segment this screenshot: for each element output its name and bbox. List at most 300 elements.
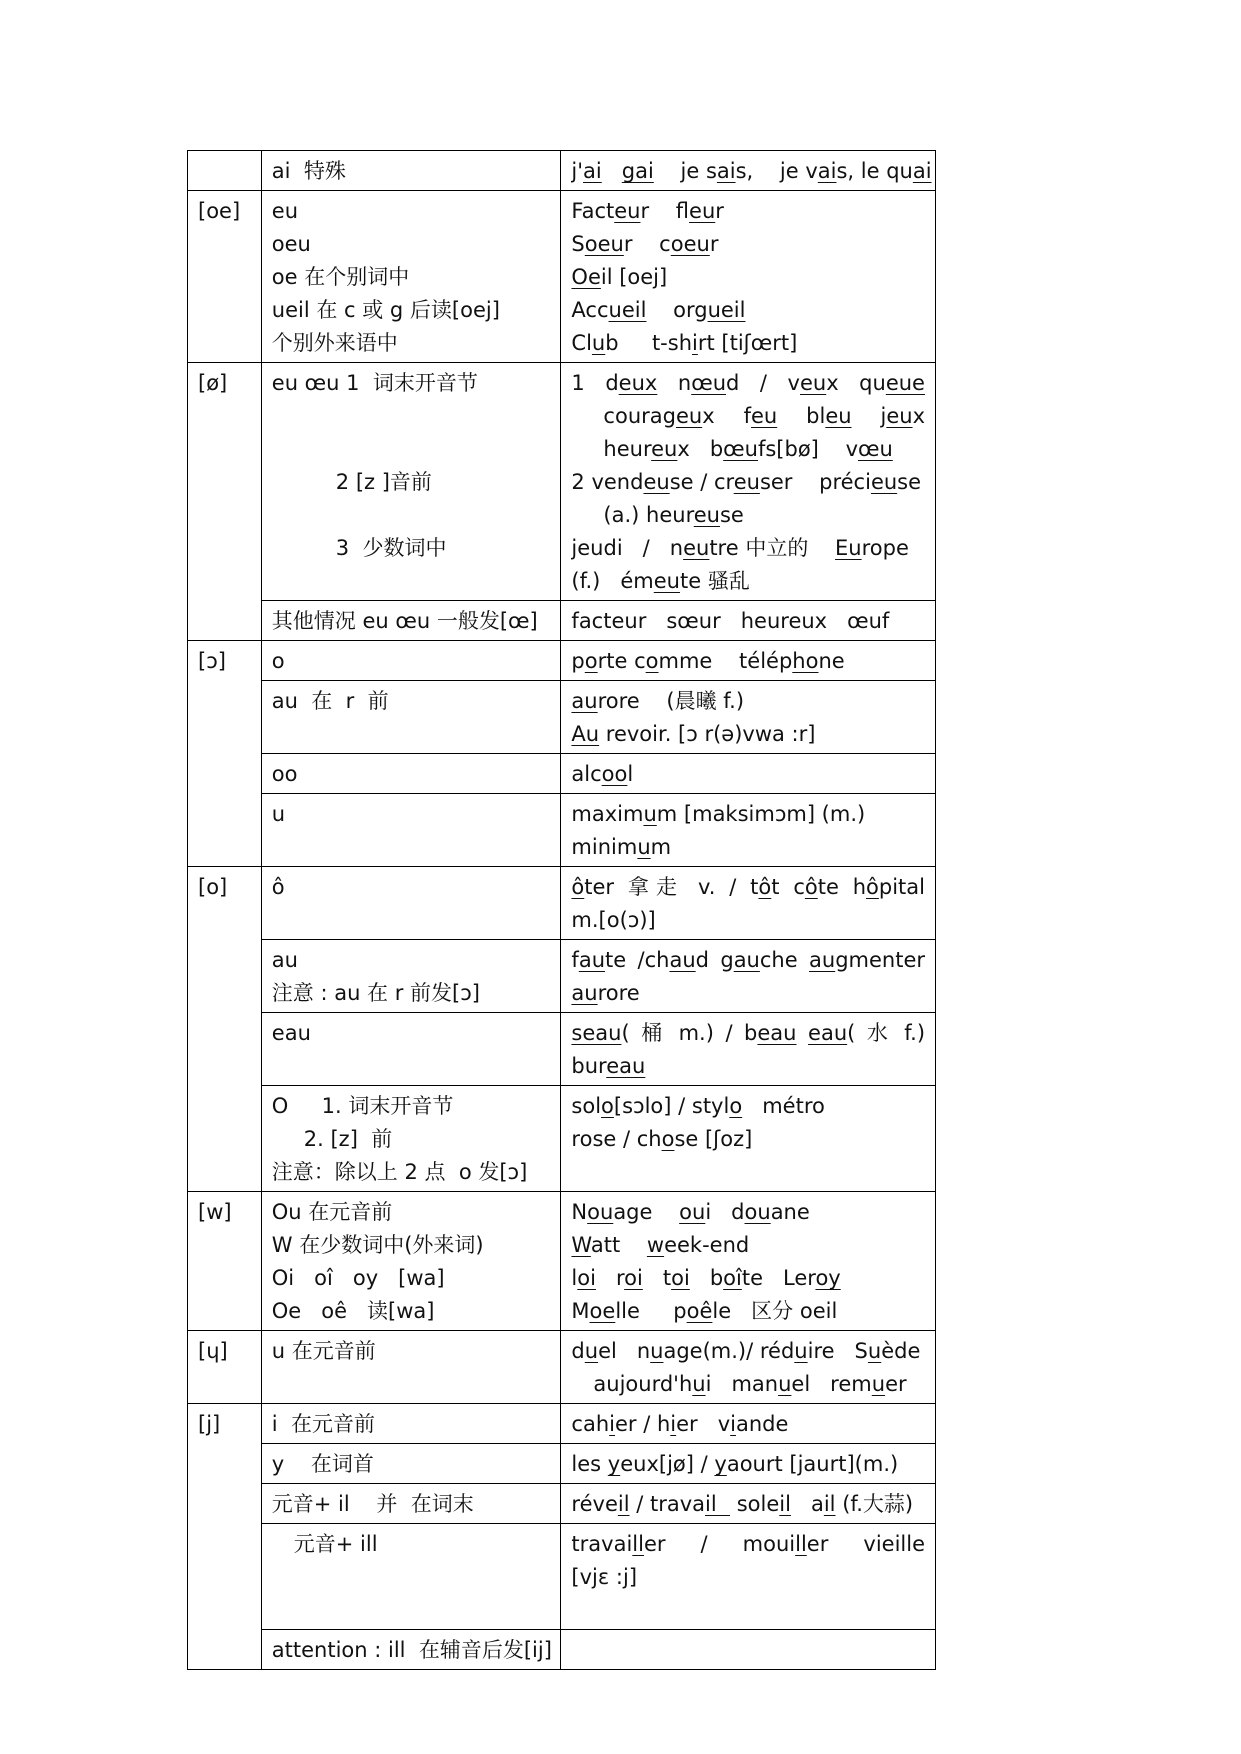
- example-words-cell: [561, 940, 936, 1013]
- underlined-letters: i: [670, 1412, 677, 1436]
- underlined-letters: au: [571, 689, 598, 713]
- underlined-letters: eue: [885, 371, 925, 395]
- underlined-letters: gai: [621, 159, 654, 183]
- example-words-cell: [561, 363, 936, 601]
- spelling-rule-cell: [261, 867, 561, 940]
- underlined-letters: au: [571, 981, 598, 1005]
- spelling-rule-line: [272, 433, 551, 466]
- example-text: p: [571, 649, 585, 673]
- spelling-rule-line: ueil 在 c 或 g 后读[oej]: [271, 298, 500, 322]
- example-line: [571, 1017, 925, 1050]
- example-text: Fact: [571, 199, 615, 223]
- spelling-rule-line: au 在 r 前: [271, 689, 389, 713]
- example-text: ser préci: [759, 470, 871, 494]
- spelling-rule-line: o: [271, 649, 285, 673]
- example-text: aujourd'h: [593, 1372, 693, 1396]
- spelling-rule-line: eau: [271, 1021, 311, 1045]
- table-row: [188, 1086, 936, 1192]
- example-line: [571, 1090, 925, 1123]
- underlined-letters: i: [730, 1412, 736, 1436]
- example-text: (f.) ém: [571, 569, 654, 593]
- spelling-rule-line: [272, 1050, 551, 1083]
- example-text: Cl: [571, 331, 592, 355]
- underlined-letters: i: [692, 331, 698, 355]
- underlined-letters: Oe: [571, 265, 601, 289]
- underlined-letters: eu: [886, 404, 913, 428]
- underlined-letters: o: [584, 649, 598, 673]
- spelling-rule-line: oo: [271, 762, 298, 786]
- spelling-rule-line: ô: [271, 875, 285, 899]
- spelling-rule-cell: [261, 1630, 561, 1670]
- table-row: [188, 1524, 936, 1630]
- underlined-letters: eu: [643, 470, 670, 494]
- underlined-letters: oê: [686, 1299, 713, 1323]
- table-row: [188, 191, 936, 363]
- example-text: age: [613, 1200, 680, 1224]
- example-words-cell: [561, 1484, 936, 1524]
- spelling-rule-cell: [261, 940, 561, 1013]
- phonetics-table-body: [188, 151, 936, 1670]
- underlined-letters: eu: [614, 199, 641, 223]
- underlined-letters: u: [591, 331, 606, 355]
- example-text: eek-end: [664, 1233, 750, 1257]
- example-text: métro: [742, 1094, 825, 1118]
- spelling-rule-line: oeu: [271, 232, 311, 256]
- example-words-cell: [561, 641, 936, 681]
- underlined-letters: u: [650, 1339, 664, 1363]
- example-text: r: [709, 232, 719, 256]
- example-text: N: [571, 1200, 588, 1224]
- example-text: le 区分 oeil: [712, 1299, 838, 1323]
- example-text: je s: [653, 159, 717, 183]
- underlined-letters: eu: [799, 371, 827, 395]
- underlined-letters: y: [714, 1452, 727, 1476]
- example-text: ande: [736, 1412, 789, 1436]
- example-line: [571, 228, 925, 261]
- table-row: [188, 1192, 936, 1331]
- example-line: [571, 433, 925, 466]
- example-words-cell: [561, 1331, 936, 1404]
- phoneme-cell: [188, 1404, 262, 1670]
- phoneme-cell: [188, 1192, 262, 1331]
- example-text: j': [571, 159, 584, 183]
- underlined-letters: oo: [601, 762, 628, 786]
- phoneme-symbol: [ɥ]: [198, 1339, 228, 1363]
- spelling-rule-line: 注意：除以上 2 点 o 发[ɔ]: [271, 1160, 528, 1184]
- spelling-rule-line: [272, 400, 551, 433]
- example-line: [571, 1229, 925, 1262]
- spelling-rule-line: [272, 1561, 551, 1594]
- example-text: s, je v: [735, 159, 818, 183]
- example-text: ( 水 f.): [847, 1021, 926, 1045]
- example-line: [571, 645, 925, 678]
- example-text: maxim: [571, 802, 644, 826]
- example-text: rore: [597, 981, 640, 1005]
- example-text: gmenter: [835, 948, 926, 972]
- table-row: [188, 151, 936, 191]
- spelling-rule-cell: [261, 794, 561, 867]
- underlined-letters: o: [601, 1094, 614, 1118]
- underlined-letters: ô: [804, 875, 818, 899]
- underlined-letters: i: [609, 1412, 615, 1436]
- example-text: les: [571, 1452, 608, 1476]
- underlined-letters: u: [637, 835, 651, 859]
- spelling-rule-line: au: [271, 948, 298, 972]
- underlined-letters: w: [646, 1233, 665, 1257]
- example-text: travai: [571, 1532, 633, 1556]
- example-line: [571, 1488, 925, 1521]
- example-line: [571, 1262, 925, 1295]
- phoneme-cell: [188, 151, 262, 191]
- underlined-letters: eu: [689, 199, 716, 223]
- spelling-rule-line: u: [271, 802, 286, 826]
- example-text: réve: [571, 1492, 618, 1516]
- example-line: [571, 977, 925, 1010]
- spelling-rule-line: y 在词首: [271, 1452, 374, 1476]
- underlined-letters: au: [669, 948, 696, 972]
- example-text: age(m.)/ réd: [663, 1339, 795, 1363]
- example-text: el n: [598, 1339, 651, 1363]
- example-text: att: [590, 1233, 647, 1257]
- example-text: n: [657, 371, 692, 395]
- example-text: te h: [817, 875, 867, 899]
- example-line: [571, 685, 925, 718]
- example-line: [571, 1050, 925, 1083]
- table-row: [188, 867, 936, 940]
- underlined-letters: eau: [808, 1021, 848, 1045]
- example-text: er / moui: [643, 1532, 796, 1556]
- spelling-rule-line: ai 特殊: [271, 159, 346, 183]
- phoneme-symbol: [ɔ]: [198, 649, 226, 673]
- example-text: cah: [571, 1412, 610, 1436]
- example-text: te /ch: [605, 948, 670, 972]
- underlined-letters: u: [778, 1372, 792, 1396]
- example-text: bur: [571, 1054, 607, 1078]
- example-text: x f: [702, 404, 751, 428]
- example-line: [571, 1196, 925, 1229]
- table-row: [188, 940, 936, 1013]
- underlined-letters: eu: [750, 404, 778, 428]
- example-line: [571, 294, 925, 327]
- example-words-cell: [561, 151, 936, 191]
- example-words-cell: [561, 1444, 936, 1484]
- example-text: se [ʃoz]: [674, 1127, 753, 1151]
- underlined-letters: u: [794, 1339, 808, 1363]
- underlined-letters: œu: [691, 371, 727, 395]
- example-text: a: [790, 1492, 824, 1516]
- underlined-letters: u: [867, 1339, 882, 1363]
- underlined-letters: eu: [651, 437, 678, 461]
- example-text: che: [759, 948, 810, 972]
- underlined-letters: ou: [744, 1200, 771, 1224]
- phoneme-cell: [188, 1331, 262, 1404]
- spelling-rule-cell: [261, 1192, 561, 1331]
- example-text: i d: [705, 1200, 745, 1224]
- spelling-rule-line: Oi oî oy [wa]: [271, 1266, 445, 1290]
- spelling-rule-line: Oe oê 读[wa]: [271, 1299, 435, 1323]
- phoneme-symbol: [o]: [198, 875, 228, 899]
- example-line: [571, 1528, 925, 1561]
- spelling-rule-line: 2 [z ]音前: [335, 470, 432, 494]
- spelling-rule-line: u 在元音前: [271, 1339, 376, 1363]
- example-text: te Ler: [741, 1266, 816, 1290]
- example-text: f: [571, 948, 579, 972]
- underlined-letters: o: [729, 1094, 743, 1118]
- example-text: x b: [677, 437, 724, 461]
- underlined-letters: Au: [571, 722, 600, 746]
- underlined-letters: o: [661, 1127, 675, 1151]
- example-text: eux[jø] /: [620, 1452, 715, 1476]
- example-words-cell: [561, 1524, 936, 1630]
- example-text: mme télép: [658, 649, 793, 673]
- example-words-cell: [561, 1630, 936, 1670]
- example-line: [571, 1295, 925, 1328]
- underlined-letters: il: [705, 1492, 731, 1516]
- spelling-rule-cell: [261, 363, 561, 601]
- example-words-cell: [561, 754, 936, 794]
- phoneme-symbol: [ø]: [198, 371, 228, 395]
- spelling-rule-cell: [261, 1404, 561, 1444]
- table-row: [188, 641, 936, 681]
- example-text: [602, 159, 622, 183]
- example-text: x qu: [826, 371, 886, 395]
- example-words-cell: [561, 681, 936, 754]
- example-words-cell: [561, 867, 936, 940]
- underlined-letters: u: [871, 1372, 886, 1396]
- example-text: se: [897, 470, 922, 494]
- underlined-letters: eau: [606, 1054, 646, 1078]
- underlined-letters: ô: [758, 875, 772, 899]
- example-text: d: [571, 1339, 585, 1363]
- example-text: tre 中立的: [709, 536, 836, 560]
- example-text: m [maksimɔm] (m.): [656, 802, 866, 826]
- underlined-letters: œu: [723, 437, 758, 461]
- example-words-cell: [561, 1013, 936, 1086]
- table-row: [188, 794, 936, 867]
- example-text: te 骚乱: [680, 569, 750, 593]
- spelling-rule-cell: [261, 681, 561, 754]
- spelling-rule-line: [272, 499, 551, 532]
- example-text: r c: [623, 232, 671, 256]
- example-line: [571, 1594, 925, 1627]
- underlined-letters: u: [584, 1339, 599, 1363]
- example-text: ne: [818, 649, 845, 673]
- spelling-rule-cell: [261, 1013, 561, 1086]
- example-text: sole: [730, 1492, 780, 1516]
- underlined-letters: eu: [683, 536, 710, 560]
- example-text: er / h: [615, 1412, 671, 1436]
- example-text: se: [719, 503, 744, 527]
- example-text: ( 桶 m.) / b: [621, 1021, 758, 1045]
- underlined-letters: W: [571, 1233, 591, 1257]
- underlined-letters: u: [643, 802, 657, 826]
- spelling-rule-cell: [261, 641, 561, 681]
- example-line: [571, 195, 925, 228]
- example-line: [571, 1335, 925, 1368]
- underlined-letters: ho: [792, 649, 819, 673]
- example-text: (a.) heur: [603, 503, 694, 527]
- example-text: l: [627, 762, 634, 786]
- table-row: [188, 1630, 936, 1670]
- underlined-letters: seau: [571, 1021, 622, 1045]
- underlined-letters: eu: [870, 470, 898, 494]
- table-row: [188, 754, 936, 794]
- underlined-letters: au: [809, 948, 836, 972]
- underlined-letters: y: [607, 1452, 621, 1476]
- example-text: t: [642, 1266, 672, 1290]
- spelling-rule-line: 注意 : au 在 r 前发[ɔ]: [271, 981, 480, 1005]
- underlined-letters: eux: [618, 371, 658, 395]
- spelling-rule-line: O 1. 词末开音节: [271, 1094, 454, 1118]
- example-text: er vieille: [806, 1532, 925, 1556]
- underlined-letters: eu: [693, 503, 720, 527]
- spelling-rule-line: eu: [271, 199, 299, 223]
- spelling-rule-line: [272, 1368, 551, 1401]
- underlined-letters: u: [692, 1372, 706, 1396]
- example-text: facteur sœur heureux œuf: [571, 609, 890, 633]
- example-text: [vjɛ :j]: [571, 1565, 638, 1589]
- example-text: rt [tiʃœrt]: [697, 331, 798, 355]
- underlined-letters: il: [779, 1492, 791, 1516]
- example-text: ède: [881, 1339, 921, 1363]
- underlined-letters: au: [733, 948, 760, 972]
- example-text: lle p: [615, 1299, 687, 1323]
- underlined-letters: ai: [716, 159, 736, 183]
- underlined-letters: eau: [757, 1021, 797, 1045]
- underlined-letters: ô: [571, 875, 585, 899]
- example-text: t c: [771, 875, 805, 899]
- spelling-rule-cell: [261, 1484, 561, 1524]
- example-line: [571, 605, 925, 638]
- example-text: [sɔlo] / styl: [613, 1094, 730, 1118]
- example-text: ter 拿走 v. / t: [584, 875, 759, 899]
- example-line: [571, 261, 925, 294]
- example-words-cell: [561, 191, 936, 363]
- example-line: [571, 944, 925, 977]
- underlined-letters: ou: [679, 1200, 706, 1224]
- spelling-rule-line: eu œu 1 词末开音节: [271, 371, 478, 395]
- spelling-rule-cell: [261, 601, 561, 641]
- example-text: / trava: [629, 1492, 706, 1516]
- table-row: [188, 1484, 936, 1524]
- underlined-letters: eu: [675, 404, 703, 428]
- example-line: [571, 798, 925, 831]
- table-row: [188, 1013, 936, 1086]
- underlined-letters: eu: [825, 404, 852, 428]
- underlined-letters: o: [645, 649, 659, 673]
- example-text: S: [571, 232, 585, 256]
- example-text: jeudi / n: [571, 536, 684, 560]
- example-line: [571, 904, 925, 937]
- example-text: r: [715, 199, 724, 223]
- example-line: [571, 400, 925, 433]
- example-text: revoir. [ɔ r(ə)vwa :r]: [599, 722, 816, 746]
- underlined-letters: eu: [653, 569, 680, 593]
- spelling-rule-cell: [261, 1444, 561, 1484]
- example-line: [571, 532, 925, 565]
- table-row: [188, 1331, 936, 1404]
- table-row: [188, 1404, 936, 1444]
- example-line: [571, 831, 925, 864]
- example-text: pital: [878, 875, 925, 899]
- example-text: fs[bø] v: [757, 437, 858, 461]
- underlined-letters: ai: [912, 159, 932, 183]
- spelling-rule-line: 元音+ il 并 在词末: [271, 1492, 474, 1516]
- table-row: [188, 1444, 936, 1484]
- example-text: er: [885, 1372, 907, 1396]
- underlined-letters: oeu: [670, 232, 710, 256]
- spelling-rule-line: 其他情况 eu œu 一般发[œ]: [271, 609, 538, 633]
- example-text: b: [689, 1266, 724, 1290]
- example-line: [571, 1368, 925, 1401]
- underlined-letters: il: [617, 1492, 630, 1516]
- underlined-letters: ueil: [707, 298, 746, 322]
- example-text: er v: [676, 1412, 731, 1436]
- spelling-rule-cell: [261, 1086, 561, 1192]
- example-text: il [oej]: [600, 265, 668, 289]
- example-text: 1 d: [571, 371, 619, 395]
- spelling-rule-line: i 在元音前: [271, 1412, 375, 1436]
- table-row: [188, 363, 936, 601]
- example-text: el rem: [791, 1372, 872, 1396]
- example-words-cell: [561, 1192, 936, 1331]
- example-text: aourt [jaurt](m.): [726, 1452, 899, 1476]
- underlined-letters: ou: [587, 1200, 614, 1224]
- example-line: [571, 367, 925, 400]
- phonetics-table: [187, 150, 936, 1670]
- spelling-rule-line: oe 在个别词中: [271, 265, 410, 289]
- underlined-letters: oi: [624, 1266, 643, 1290]
- example-line: [571, 1123, 925, 1156]
- example-text: (f.大蒜): [835, 1492, 914, 1516]
- underlined-letters: oî: [723, 1266, 742, 1290]
- spelling-rule-line: [272, 1594, 551, 1627]
- example-line: [571, 499, 925, 532]
- example-text: ane: [770, 1200, 810, 1224]
- spelling-rule-line: attention : ill 在辅音后发[ij]: [271, 1638, 552, 1662]
- example-text: courag: [603, 404, 676, 428]
- spelling-rule-line: 3 少数词中: [335, 536, 447, 560]
- example-text: s, le qu: [836, 159, 913, 183]
- example-text: r fl: [640, 199, 690, 223]
- phoneme-cell: [188, 641, 262, 867]
- example-text: heur: [603, 437, 652, 461]
- example-text: b t-sh: [605, 331, 693, 355]
- example-line: [571, 327, 925, 360]
- spelling-rule-line: [272, 565, 551, 598]
- spelling-rule-cell: [261, 151, 561, 191]
- example-text: ire S: [807, 1339, 868, 1363]
- spelling-rule-line: [272, 718, 551, 751]
- example-text: [797, 1021, 809, 1045]
- phoneme-symbol: [j]: [198, 1412, 221, 1436]
- underlined-letters: il: [823, 1492, 836, 1516]
- example-text: rore (晨曦 f.): [597, 689, 745, 713]
- example-line: [571, 1408, 925, 1441]
- example-text: alc: [571, 762, 602, 786]
- phoneme-cell: [188, 363, 262, 641]
- example-text: M: [571, 1299, 590, 1323]
- example-text: bl: [777, 404, 826, 428]
- underlined-letters: ueil: [608, 298, 647, 322]
- spelling-rule-cell: [261, 1524, 561, 1630]
- example-text: 2 vend: [571, 470, 644, 494]
- spelling-rule-line: 2. [z] 前: [303, 1127, 393, 1151]
- spelling-rule-cell: [261, 1331, 561, 1404]
- spelling-rule-line: W 在少数词中(外来词): [271, 1233, 484, 1257]
- phoneme-cell: [188, 867, 262, 1192]
- underlined-letters: oy: [815, 1266, 841, 1290]
